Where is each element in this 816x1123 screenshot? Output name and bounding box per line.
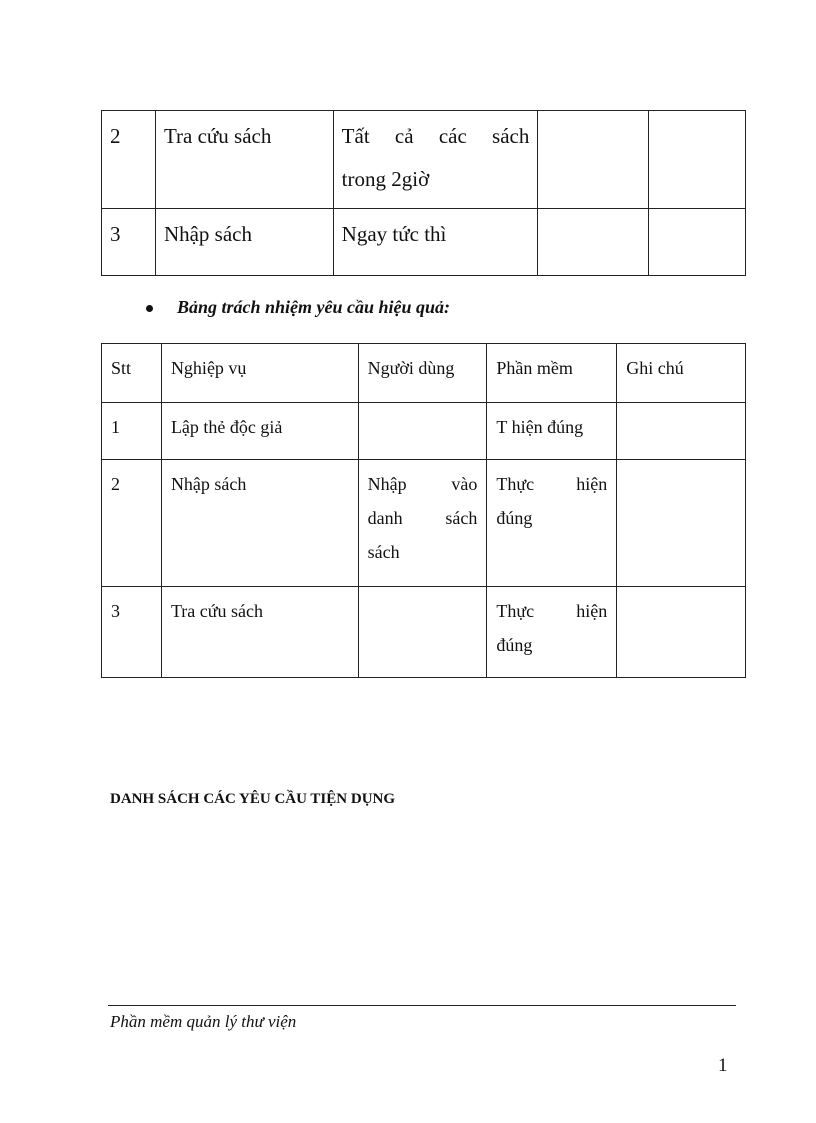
task-cell: Tra cứu sách <box>161 587 358 678</box>
table-row <box>102 460 746 587</box>
section-heading: DANH SÁCH CÁC YÊU CẦU TIỆN DỤNG <box>110 791 396 807</box>
user-line: sách <box>367 542 400 562</box>
software-line: đúng <box>496 508 533 528</box>
note-cell <box>617 460 746 587</box>
empty-cell <box>538 111 649 209</box>
footer-title: Phần mềm quản lý thư viện <box>110 1012 297 1031</box>
responsibility-table <box>101 343 746 678</box>
user-cell <box>358 403 487 460</box>
stt-cell: 3 <box>102 209 156 276</box>
task-cell: Lập thẻ độc giả <box>161 403 358 460</box>
header-task: Nghiệp vụ <box>161 344 358 403</box>
table-row <box>102 209 746 276</box>
header-software: Phần mềm <box>487 344 617 403</box>
empty-cell <box>649 209 746 276</box>
requirement-cell: Ngay tức thì <box>333 209 538 276</box>
software-cell: T hiện đúng <box>487 403 617 460</box>
bullet-icon <box>146 305 153 312</box>
bullet-text: Bảng trách nhiệm yêu cầu hiệu quả: <box>177 297 451 317</box>
table-row <box>102 403 746 460</box>
stt-cell: 3 <box>102 587 162 678</box>
requirement-line: trong 2giờ <box>341 167 430 191</box>
stt-cell: 1 <box>102 403 162 460</box>
task-cell: Nhập sách <box>161 460 358 587</box>
task-cell: Nhập sách <box>155 209 333 276</box>
bullet-item <box>146 297 450 318</box>
software-cell <box>487 587 617 678</box>
empty-cell <box>649 111 746 209</box>
performance-requirements-table <box>101 110 746 276</box>
table-row <box>102 111 746 209</box>
requirement-cell <box>333 111 538 209</box>
software-line: Thực hiện <box>496 474 608 494</box>
stt-cell: 2 <box>102 460 162 587</box>
software-line: Thực hiện <box>496 601 608 621</box>
footer-divider <box>108 1005 736 1006</box>
header-user: Người dùng <box>358 344 487 403</box>
header-note: Ghi chú <box>617 344 746 403</box>
note-cell <box>617 587 746 678</box>
empty-cell <box>538 209 649 276</box>
user-cell <box>358 460 487 587</box>
task-cell: Tra cứu sách <box>155 111 333 209</box>
page-number: 1 <box>718 1055 728 1076</box>
note-cell <box>617 403 746 460</box>
header-stt: Stt <box>102 344 162 403</box>
stt-cell: 2 <box>102 111 156 209</box>
user-line: Nhập vào <box>367 474 478 494</box>
table-row <box>102 587 746 678</box>
software-line: đúng <box>496 635 533 655</box>
table-header-row <box>102 344 746 403</box>
user-line: danh sách <box>367 508 478 528</box>
user-cell <box>358 587 487 678</box>
requirement-line: Tất cả các sách <box>341 124 530 148</box>
software-cell <box>487 460 617 587</box>
